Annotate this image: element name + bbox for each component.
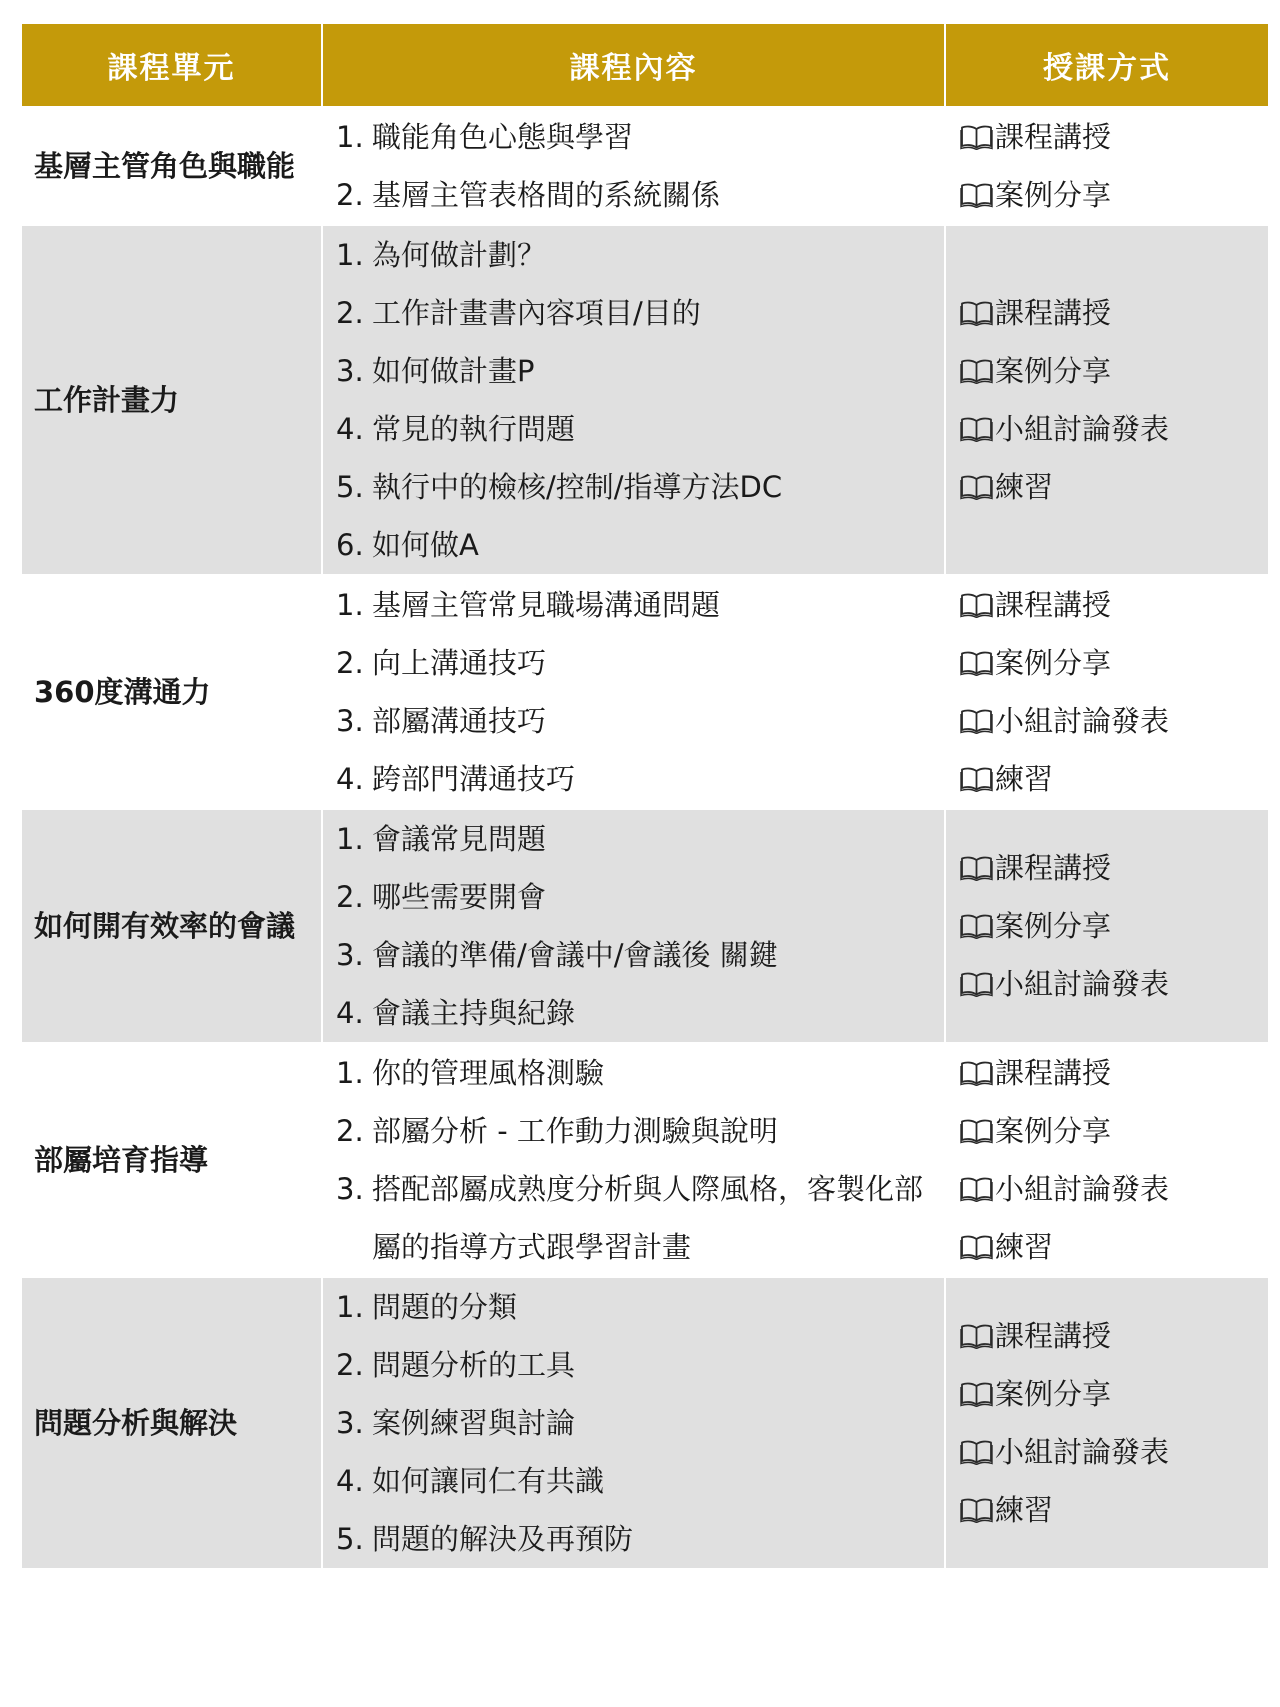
method-item	[960, 342, 1268, 400]
open-book-icon	[960, 358, 993, 384]
content-item-text: 如何讓同仁有共識	[372, 1464, 605, 1498]
table-row	[22, 1043, 1268, 1277]
content-item-number: 1.	[336, 822, 364, 856]
method-cell	[945, 1277, 1268, 1568]
method-cell	[945, 107, 1268, 225]
method-list	[960, 284, 1268, 516]
content-item-number: 2.	[336, 880, 364, 914]
method-item	[960, 458, 1268, 516]
unit-cell: 如何開有效率的會議	[22, 809, 322, 1043]
content-item	[336, 458, 936, 516]
open-book-icon	[960, 1234, 993, 1260]
method-item	[960, 1365, 1268, 1423]
content-item	[336, 400, 936, 458]
method-label: 案例分享	[995, 1377, 1112, 1411]
content-item-number: 6.	[336, 528, 364, 562]
content-item	[336, 1452, 936, 1510]
content-item	[336, 1160, 936, 1276]
content-item-number: 4.	[336, 412, 364, 446]
method-item	[960, 897, 1268, 955]
method-item	[960, 400, 1268, 458]
content-item-number: 2.	[336, 1348, 364, 1382]
content-item-number: 3.	[336, 938, 364, 972]
content-cell	[322, 107, 945, 225]
open-book-icon	[960, 1176, 993, 1202]
method-label: 小組討論發表	[995, 704, 1170, 738]
open-book-icon	[960, 1381, 993, 1407]
method-label: 課程講授	[995, 120, 1112, 154]
content-item-text: 基層主管表格間的系統關係	[372, 178, 721, 212]
content-cell	[322, 225, 945, 575]
content-item	[336, 576, 936, 634]
content-item	[336, 750, 936, 808]
method-item	[960, 750, 1268, 808]
open-book-icon	[960, 913, 993, 939]
content-item-text: 工作計畫書內容項目/目的	[372, 296, 701, 330]
method-item	[960, 955, 1268, 1013]
header-row	[22, 24, 1268, 107]
content-item-number: 4.	[336, 996, 364, 1030]
content-item-text: 常見的執行問題	[372, 412, 576, 446]
content-item-number: 5.	[336, 470, 364, 504]
method-item	[960, 108, 1268, 166]
open-book-icon	[960, 855, 993, 881]
content-item	[336, 1394, 936, 1452]
table-body	[22, 107, 1268, 1568]
content-list	[336, 576, 936, 808]
content-item-number: 2.	[336, 296, 364, 330]
method-item	[960, 692, 1268, 750]
content-item	[336, 692, 936, 750]
method-cell	[945, 225, 1268, 575]
content-item-text: 如何做計畫P	[372, 354, 535, 388]
content-item-number: 1.	[336, 238, 364, 272]
method-label: 小組討論發表	[995, 412, 1170, 446]
method-item	[960, 284, 1268, 342]
method-label: 練習	[995, 470, 1054, 504]
content-item-text: 職能角色心態與學習	[372, 120, 634, 154]
content-list	[336, 810, 936, 1042]
open-book-icon	[960, 1323, 993, 1349]
content-item-text: 會議主持與紀錄	[372, 996, 576, 1030]
method-label: 案例分享	[995, 354, 1112, 388]
method-item	[960, 1423, 1268, 1481]
content-item-text: 向上溝通技巧	[372, 646, 547, 680]
content-item-number: 2.	[336, 178, 364, 212]
open-book-icon	[960, 1439, 993, 1465]
open-book-icon	[960, 416, 993, 442]
table-row	[22, 225, 1268, 575]
content-item-number: 3.	[336, 354, 364, 388]
content-item-text: 部屬分析 - 工作動力測驗與說明	[372, 1114, 778, 1148]
content-item	[336, 926, 936, 984]
method-label: 小組討論發表	[995, 1172, 1170, 1206]
content-list	[336, 108, 936, 224]
table-row	[22, 107, 1268, 225]
content-item	[336, 868, 936, 926]
method-item	[960, 1044, 1268, 1102]
method-list	[960, 1044, 1268, 1276]
content-cell	[322, 1043, 945, 1277]
method-list	[960, 1307, 1268, 1539]
method-label: 課程講授	[995, 1319, 1112, 1353]
content-item	[336, 284, 936, 342]
method-label: 案例分享	[995, 178, 1112, 212]
content-item	[336, 1044, 936, 1102]
content-item-number: 4.	[336, 1464, 364, 1498]
method-label: 課程講授	[995, 851, 1112, 885]
method-label: 練習	[995, 1493, 1054, 1527]
course-table	[22, 24, 1268, 1568]
content-item-text: 為何做計劃？	[372, 238, 547, 272]
content-list	[336, 1278, 936, 1568]
content-item	[336, 984, 936, 1042]
open-book-icon	[960, 300, 993, 326]
content-item-text: 案例練習與討論	[372, 1406, 576, 1440]
content-item-text: 執行中的檢核/控制/指導方法DC	[372, 470, 783, 504]
content-list	[336, 1044, 936, 1276]
content-item-text: 基層主管常見職場溝通問題	[372, 588, 721, 622]
open-book-icon	[960, 766, 993, 792]
content-item-number: 1.	[336, 1056, 364, 1090]
header-content: 課程內容	[322, 24, 945, 107]
unit-cell: 360度溝通力	[22, 575, 322, 809]
content-item	[336, 342, 936, 400]
header-method: 授課方式	[945, 24, 1268, 107]
method-item	[960, 1307, 1268, 1365]
method-label: 課程講授	[995, 588, 1112, 622]
unit-cell: 問題分析與解決	[22, 1277, 322, 1568]
method-item	[960, 634, 1268, 692]
method-label: 案例分享	[995, 909, 1112, 943]
content-item-number: 4.	[336, 762, 364, 796]
method-item	[960, 1218, 1268, 1276]
method-label: 案例分享	[995, 646, 1112, 680]
content-item-number: 2.	[336, 1114, 364, 1148]
content-item-text: 跨部門溝通技巧	[372, 762, 576, 796]
method-label: 課程講授	[995, 296, 1112, 330]
method-list	[960, 576, 1268, 808]
table-row	[22, 1277, 1268, 1568]
table-row	[22, 575, 1268, 809]
content-item	[336, 634, 936, 692]
content-item-number: 1.	[336, 588, 364, 622]
method-item	[960, 839, 1268, 897]
content-item	[336, 166, 936, 224]
open-book-icon	[960, 1060, 993, 1086]
method-label: 練習	[995, 1230, 1054, 1264]
content-item-number: 3.	[336, 704, 364, 738]
method-label: 課程講授	[995, 1056, 1112, 1090]
content-item-number: 5.	[336, 1522, 364, 1556]
content-item-text: 如何做A	[372, 528, 479, 562]
content-item-text: 會議常見問題	[372, 822, 547, 856]
open-book-icon	[960, 474, 993, 500]
content-cell	[322, 575, 945, 809]
content-item	[336, 1336, 936, 1394]
content-cell	[322, 1277, 945, 1568]
content-item-text: 問題的分類	[372, 1290, 518, 1324]
content-item	[336, 516, 936, 574]
header-unit: 課程單元	[22, 24, 322, 107]
open-book-icon	[960, 650, 993, 676]
content-item	[336, 810, 936, 868]
method-label: 小組討論發表	[995, 1435, 1170, 1469]
content-item	[336, 1102, 936, 1160]
content-item-number: 1.	[336, 1290, 364, 1324]
method-label: 小組討論發表	[995, 967, 1170, 1001]
method-item	[960, 576, 1268, 634]
unit-cell: 工作計畫力	[22, 225, 322, 575]
content-item	[336, 226, 936, 284]
table-row	[22, 809, 1268, 1043]
content-item-number: 2.	[336, 646, 364, 680]
content-item	[336, 1278, 936, 1336]
method-cell	[945, 575, 1268, 809]
open-book-icon	[960, 592, 993, 618]
content-item-text: 問題的解決及再預防	[372, 1522, 634, 1556]
content-item	[336, 108, 936, 166]
content-item-text: 你的管理風格測驗	[372, 1056, 605, 1090]
content-item-text: 會議的準備/會議中/會議後 關鍵	[372, 938, 778, 972]
table-header	[22, 24, 1268, 107]
open-book-icon	[960, 1118, 993, 1144]
content-cell	[322, 809, 945, 1043]
method-cell	[945, 809, 1268, 1043]
open-book-icon	[960, 971, 993, 997]
method-item	[960, 166, 1268, 224]
content-item-text: 問題分析的工具	[372, 1348, 576, 1382]
method-item	[960, 1102, 1268, 1160]
content-item-number: 3.	[336, 1172, 364, 1206]
method-list	[960, 108, 1268, 224]
open-book-icon	[960, 708, 993, 734]
method-item	[960, 1481, 1268, 1539]
open-book-icon	[960, 124, 993, 150]
method-item	[960, 1160, 1268, 1218]
unit-cell: 基層主管角色與職能	[22, 107, 322, 225]
method-label: 案例分享	[995, 1114, 1112, 1148]
content-item-text: 哪些需要開會	[372, 880, 547, 914]
unit-cell: 部屬培育指導	[22, 1043, 322, 1277]
content-item	[336, 1510, 936, 1568]
content-item-text: 搭配部屬成熟度分析與人際風格，客製化部屬的指導方式跟學習計畫	[372, 1172, 924, 1264]
content-item-number: 1.	[336, 120, 364, 154]
method-cell	[945, 1043, 1268, 1277]
content-item-number: 3.	[336, 1406, 364, 1440]
open-book-icon	[960, 1497, 993, 1523]
content-list	[336, 226, 936, 574]
open-book-icon	[960, 182, 993, 208]
method-label: 練習	[995, 762, 1054, 796]
method-list	[960, 839, 1268, 1013]
content-item-text: 部屬溝通技巧	[372, 704, 547, 738]
